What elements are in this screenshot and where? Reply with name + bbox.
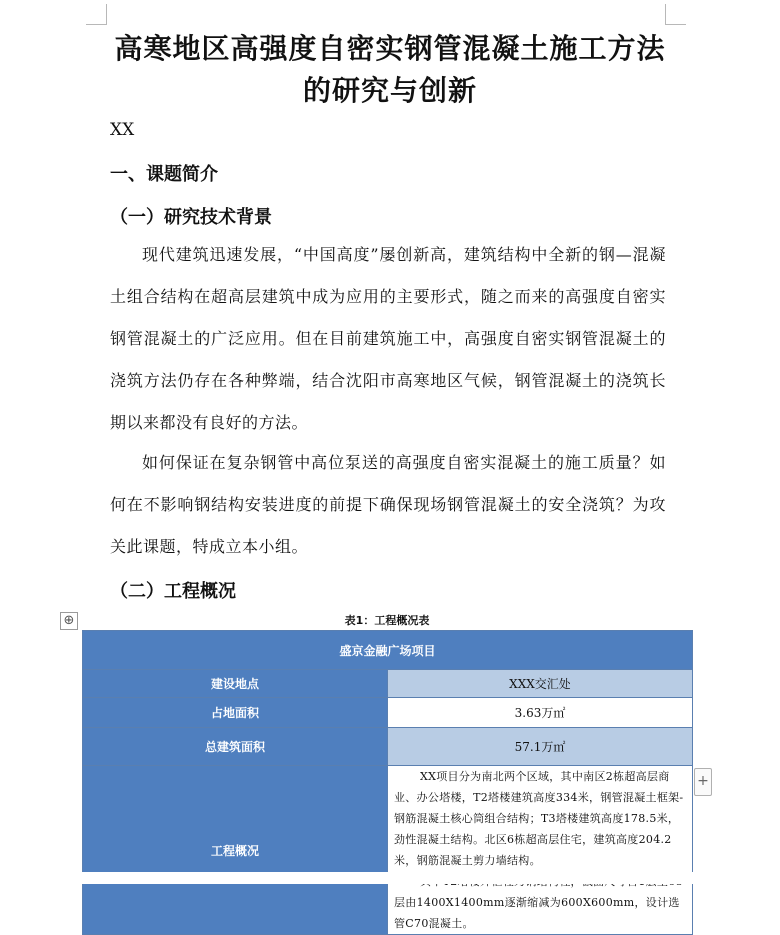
paragraph-background: 现代建筑迅速发展，“中国高度”屡创新高，建筑结构中全新的钢—混凝土组合结构在超高层建筑中成为应用的主要形式，随之而来的高强度自密实钢管混凝土的广泛应用。但在目前建筑施工中，高强度自密实钢管混凝土的浇筑方法仍存在各种弊端，结合沈阳市高寒地区气候，钢管混凝土的浇筑长期以来都没有良好的方法。 [110,245,666,432]
overview-description [388,766,693,935]
row-value: XXX交汇处 [388,670,693,698]
crop-mark-top-right [665,4,686,25]
page-bottom-edge [0,872,780,884]
project-name-cell: 盛京金融广场项目 [83,631,693,670]
row-label: 建设地点 [83,670,388,698]
subsection-heading-overview: （二）工程概况 [110,581,236,602]
document-title: 高寒地区高强度自密实钢管混凝土施工方法的研究与创新 [114,32,666,107]
paragraph-purpose: 如何保证在复杂钢管中高位泵送的高强度自密实混凝土的施工质量？如何在不影响钢结构安装进度的前提下确保现场钢管混凝土的安全浇筑？为攻关此课题，特成立本小组。 [110,453,666,556]
table-caption: 表1：工程概况表 [344,614,430,627]
row-label: 总建筑面积 [83,728,388,766]
row-label: 占地面积 [83,698,388,728]
table-move-handle-icon[interactable]: ⊕ [60,612,78,630]
row-value: 3.63万㎡ [388,698,693,728]
author: XX [110,120,135,140]
section-heading: 一、课题简介 [110,164,218,185]
table-header-row [83,631,693,670]
subsection-heading-background: （一）研究技术背景 [110,207,272,228]
crop-mark-top-left [86,4,107,25]
row-value: 57.1万㎡ [388,728,693,766]
table-row [83,670,693,698]
add-column-button[interactable]: + [694,768,712,796]
overview-paragraph: XX项目分为南北两个区域，其中南区2栋超高层商业、办公塔楼，T2塔楼建筑高度334米，钢管混凝土框架-钢筋混凝土核心筒组合结构；T3塔楼建筑高度178.5米，劲性混凝土结构。北区6栋超高层住宅，建筑高度204.2米，钢筋混凝土剪力墙结构。 [394,770,684,867]
table-row [83,766,693,935]
overview-label: 工程概况 [83,766,388,935]
overview-paragraph: 层由1400X1400mm逐渐缩减为600X600mm，设计选管C70混凝土。 [394,896,680,930]
project-overview-table [82,630,693,935]
table-row [83,728,693,766]
table-row [83,698,693,728]
